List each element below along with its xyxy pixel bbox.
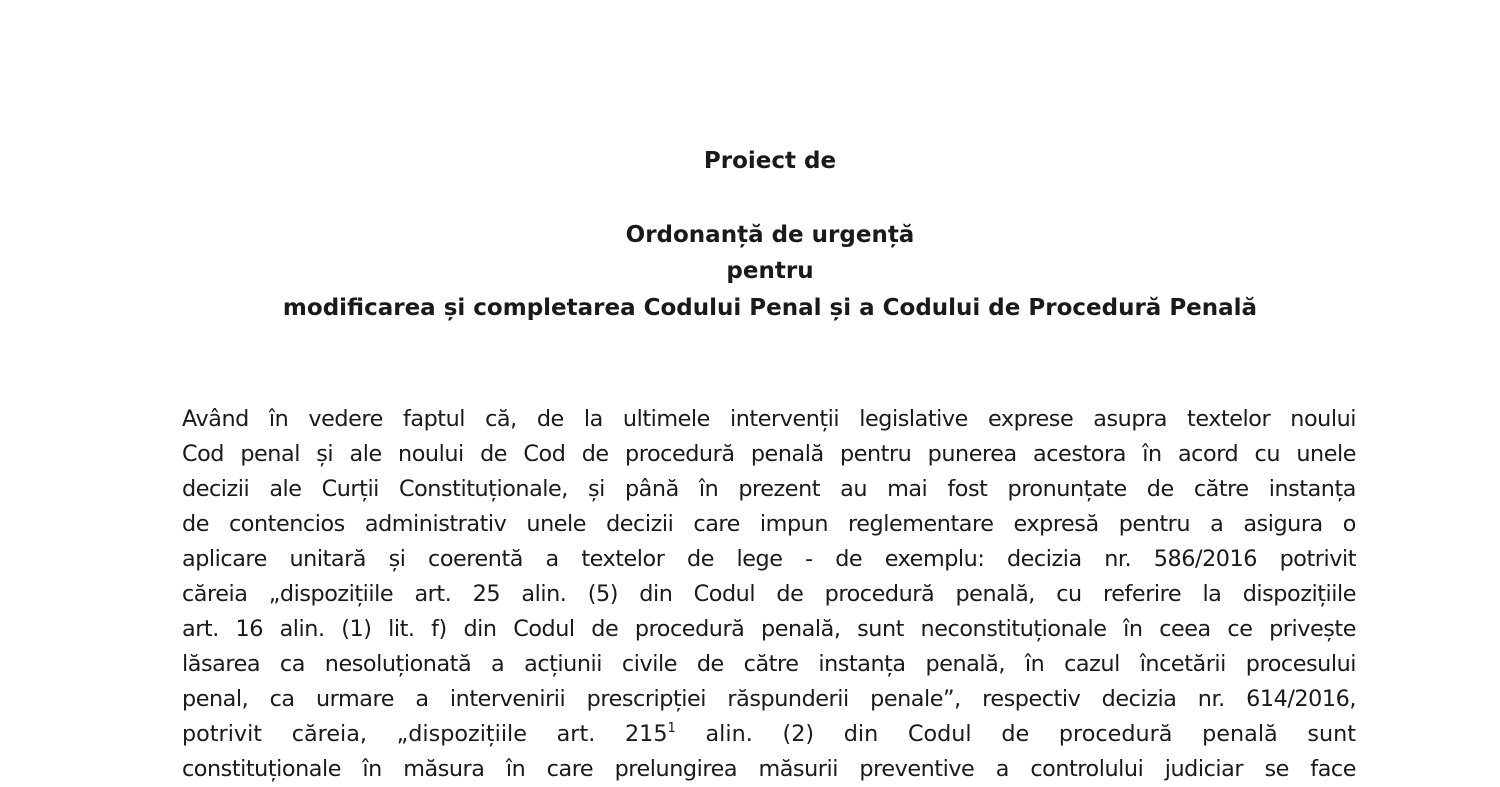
body-line: decizii ale Curții Constituționale, și până în prezent au mai fost pronunțate de către instanța [182, 476, 1356, 502]
body-line-part: potrivit căreia, „dispozițiile art. 215 [182, 721, 668, 747]
body-line: aplicare unitară și coerentă a textelor de lege - de exemplu: decizia nr. 586/2016 potrivit [182, 546, 1356, 572]
body-line: de contencios administrativ unele decizii care impun reglementare expresă pentru a asigura o [182, 511, 1356, 537]
body-line: lăsarea ca nesoluționată a acțiunii civile de către instanța penală, în cazul încetării procesului [182, 651, 1356, 677]
title-ordonanta-de-urgenta: Ordonanță de urgență [625, 222, 915, 248]
superscript-marker: 1 [667, 721, 676, 736]
body-line: căreia „dispozițiile art. 25 alin. (5) din Codul de procedură penală, cu referire la dispozițiile [182, 581, 1356, 607]
body-line: art. 16 alin. (1) lit. f) din Codul de procedură penală, sunt neconstituționale în ceea ce privește [182, 616, 1356, 642]
title-proiect-de: Proiect de [703, 148, 837, 174]
title-pentru: pentru [726, 258, 814, 284]
body-line: Cod penal și ale noului de Cod de procedură penală pentru punerea acestora în acord cu unele [182, 441, 1356, 467]
body-line: penal, ca urmare a intervenirii prescripției răspunderii penale”, respectiv decizia nr. 614/2016, [182, 686, 1356, 712]
body-line: Având în vedere faptul că, de la ultimele intervenții legislative exprese asupra textelor noului [182, 406, 1356, 432]
body-paragraph [182, 402, 1356, 787]
title-subject: modificarea și completarea Codului Penal și a Codului de Procedură Penală [282, 295, 1258, 321]
body-line-with-superscript [182, 717, 1356, 752]
body-line: constituționale în măsura în care prelungirea măsurii preventive a controlului judiciar se face [182, 756, 1356, 782]
body-line-part: alin. (2) din Codul de procedură penală sunt [675, 721, 1356, 747]
